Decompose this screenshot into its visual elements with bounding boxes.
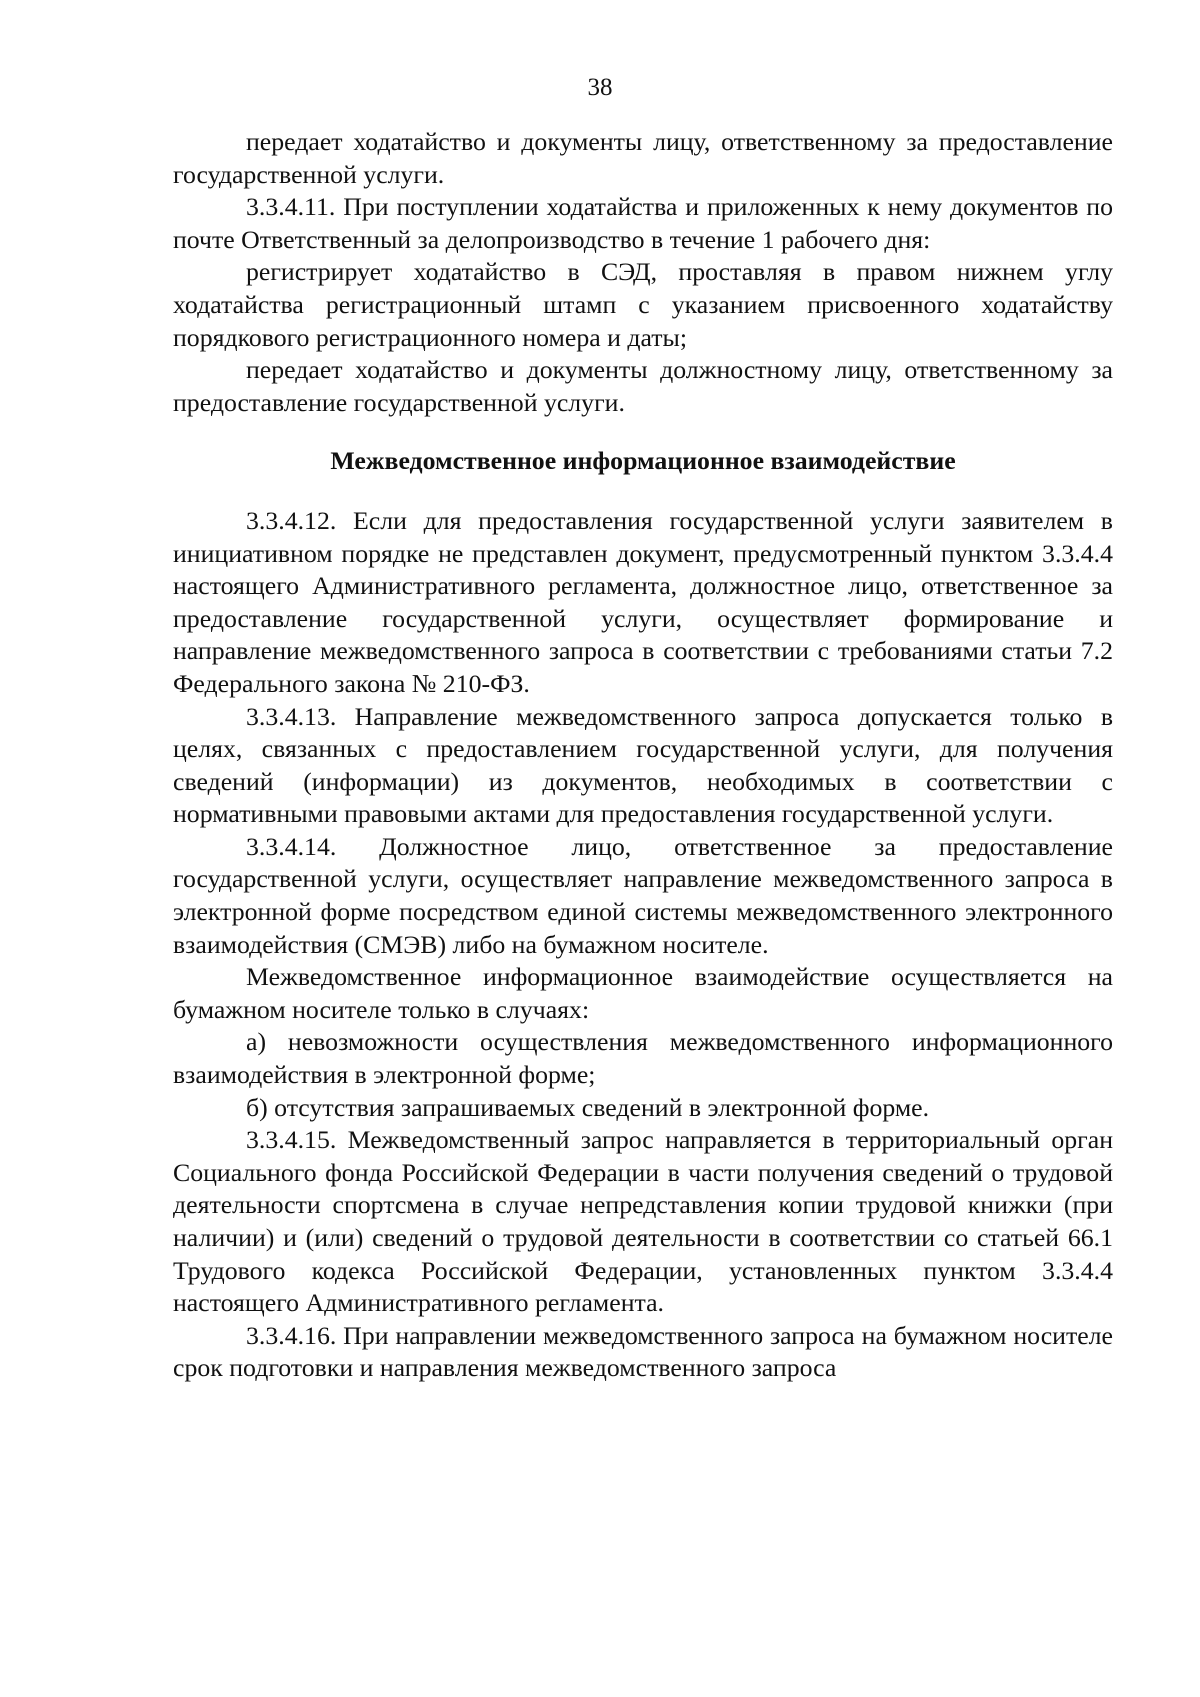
paragraph: 3.3.4.13. Направление межведомственного запроса допускается только в целях, связанных с предоставлением государственной услуги, для получения сведений (информации) из документов, необходимых в соответствии с нормативными правовыми актами для предоставления государственной услуги. (173, 701, 1113, 829)
paragraph: 3.3.4.15. Межведомственный запрос направляется в территориальный орган Социального фонда Российской Федерации в части получения сведений о трудовой деятельности спортсмена в случае непредставления копии трудовой книжки (при наличии) и (или) сведений о трудовой деятельности в соответствии со статьей 66.1 Трудового кодекса Российской Федерации, установленных пунктом 3.3.4.4 настоящего Административного регламента. (173, 1125, 1113, 1318)
paragraph: регистрирует ходатайство в СЭД, проставляя в правом нижнем углу ходатайства регистрационный штамп с указанием присвоенного ходатайству порядкового регистрационного номера и даты; (173, 257, 1113, 352)
paragraph: Межведомственное информационное взаимодействие осуществляется на бумажном носителе только в случаях: (173, 962, 1113, 1024)
paragraph: передает ходатайство и документы должностному лицу, ответственному за предоставление государственной услуги. (173, 355, 1113, 417)
paragraph: б) отсутствия запрашиваемых сведений в электронной форме. (246, 1092, 930, 1122)
paragraph: передает ходатайство и документы лицу, ответственному за предоставление государственной услуги. (173, 127, 1113, 189)
paragraph: 3.3.4.14. Должностное лицо, ответственное за предоставление государственной услуги, осуществляет направление межведомственного запроса в электронной форме посредством единой системы межведомственного электронного взаимодействия (СМЭВ) либо на бумажном носителе. (173, 831, 1113, 959)
paragraph: 3.3.4.11. При поступлении ходатайства и приложенных к нему документов по почте Ответственный за делопроизводство в течение 1 рабочего дня: (173, 192, 1113, 254)
paragraph: 3.3.4.12. Если для предоставления государственной услуги заявителем в инициативном порядке не представлен документ, предусмотренный пунктом 3.3.4.4 настоящего Административного регламента, должностное лицо, ответственное за предоставление государственной услуги, осуществляет формирование и направление межведомственного запроса в соответствии с требованиями статьи 7.2 Федерального закона № 210-ФЗ. (173, 505, 1113, 698)
section-heading: Межведомственное информационное взаимодействие (330, 446, 956, 476)
paragraph: 3.3.4.16. При направлении межведомственного запроса на бумажном носителе срок подготовки и направления межведомственного запроса (173, 1320, 1113, 1383)
page-number: 38 (587, 74, 613, 101)
document-body (173, 126, 1113, 1385)
paragraph: а) невозможности осуществления межведомственного информационного взаимодействия в электронной форме; (173, 1027, 1113, 1090)
